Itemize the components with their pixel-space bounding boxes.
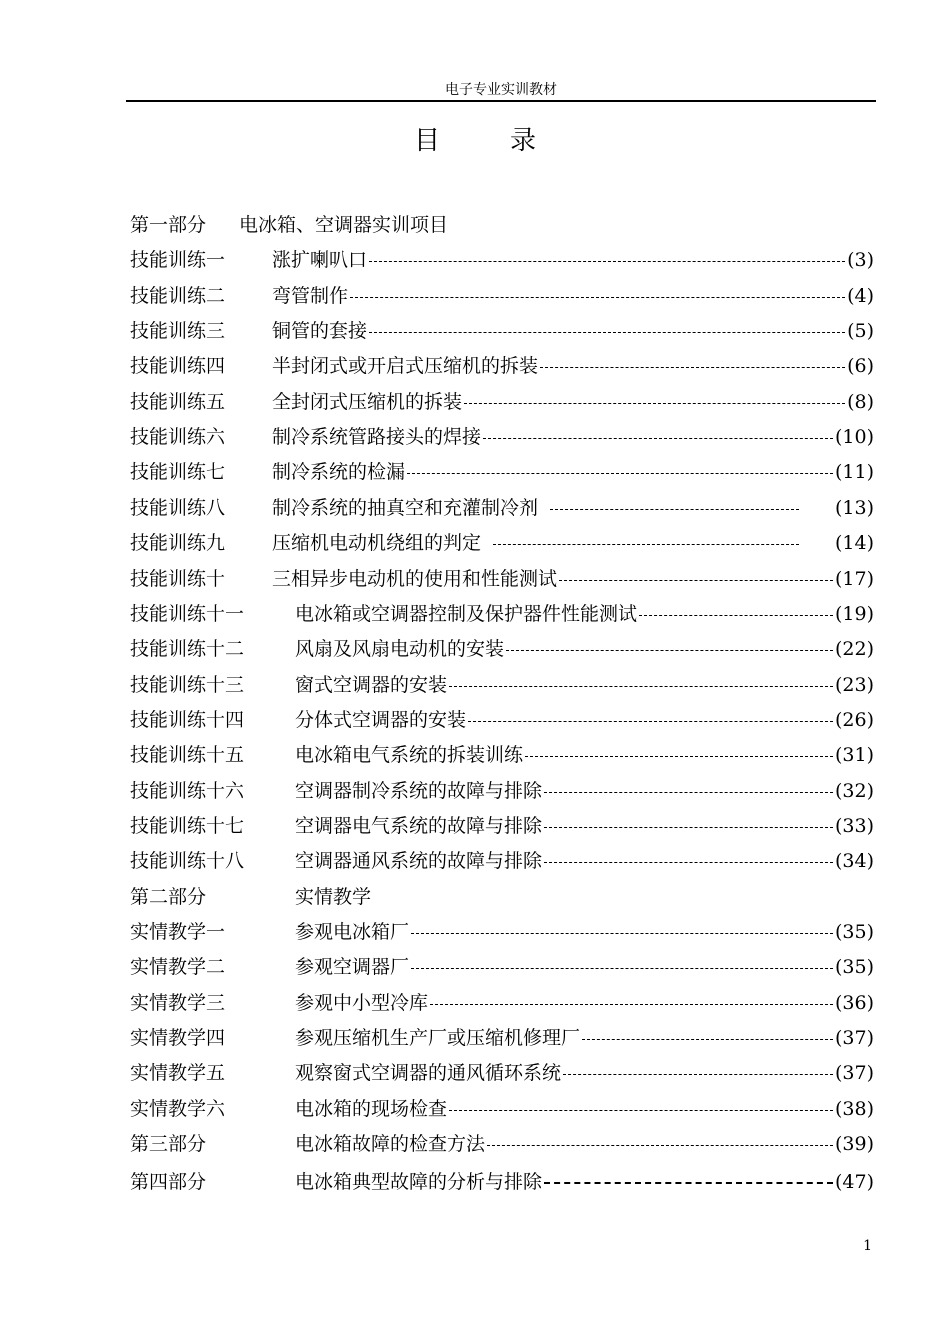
toc-entry-page: (37) bbox=[834, 1027, 874, 1050]
toc-entry-page: (32) bbox=[834, 779, 874, 802]
toc-entry-label: 技能训练二 bbox=[130, 284, 226, 307]
toc-entry-label: 技能训练十 bbox=[130, 567, 226, 590]
toc-entry bbox=[0, 740, 950, 770]
toc-entry-leader bbox=[493, 544, 799, 545]
toc-entry-title: 压缩机电动机绕组的判定 bbox=[272, 532, 482, 555]
toc-entry bbox=[0, 564, 950, 594]
toc-entry bbox=[0, 457, 950, 487]
toc-entry-leader bbox=[544, 827, 833, 828]
toc-entry-title: 实情教学 bbox=[295, 885, 372, 908]
toc-entry bbox=[0, 634, 950, 664]
toc-entry-label: 实情教学四 bbox=[130, 1027, 226, 1050]
toc-entry bbox=[0, 705, 950, 735]
toc-entry-page: (19) bbox=[834, 602, 874, 625]
toc-entry-page: (38) bbox=[834, 1097, 874, 1120]
toc-entry bbox=[0, 776, 950, 806]
toc-entry-leader bbox=[506, 650, 833, 651]
toc-entry-leader bbox=[350, 297, 845, 298]
toc-entry-label: 技能训练十三 bbox=[130, 673, 245, 696]
toc-entry-title: 参观电冰箱厂 bbox=[295, 921, 410, 943]
toc-entry-label: 实情教学二 bbox=[130, 956, 226, 979]
toc-entry-label: 技能训练七 bbox=[130, 461, 226, 484]
toc-entry-leader bbox=[468, 721, 833, 722]
toc-entry bbox=[0, 599, 950, 629]
toc-entry-leader bbox=[639, 615, 833, 616]
toc-entry-page: (17) bbox=[834, 567, 874, 590]
toc-entry-page: (23) bbox=[834, 673, 874, 696]
toc-entry-leader bbox=[540, 367, 845, 368]
toc-entry-label: 技能训练四 bbox=[130, 355, 226, 378]
toc-entry-label: 技能训练十五 bbox=[130, 744, 245, 767]
toc-entry-title: 电冰箱的现场检查 bbox=[295, 1097, 448, 1120]
toc-entry-page: (22) bbox=[834, 638, 874, 661]
toc-entry-label: 实情教学一 bbox=[130, 921, 226, 943]
toc-entry-page: (5) bbox=[847, 320, 874, 343]
toc-entry bbox=[0, 351, 950, 381]
toc-entry-page: (13) bbox=[834, 496, 874, 519]
toc-entry-title: 电冰箱电气系统的拆装训练 bbox=[295, 744, 524, 767]
toc-entry-leader bbox=[369, 332, 845, 333]
toc-entry-title: 电冰箱或空调器控制及保护器件性能测试 bbox=[295, 602, 638, 625]
toc-entry bbox=[0, 387, 950, 417]
toc-entry-leader bbox=[559, 580, 833, 581]
toc-entry-title: 空调器通风系统的故障与排除 bbox=[295, 850, 543, 873]
toc-entry-label: 实情教学六 bbox=[130, 1097, 226, 1120]
toc-entry-page: (39) bbox=[834, 1133, 874, 1156]
toc-entry-title: 电冰箱故障的检查方法 bbox=[295, 1133, 486, 1156]
toc-entry bbox=[0, 281, 950, 311]
toc-entry-label: 技能训练十四 bbox=[130, 708, 245, 731]
toc-entry bbox=[0, 670, 950, 700]
header-rule bbox=[126, 100, 876, 102]
toc-entry-leader bbox=[563, 1074, 833, 1075]
toc-entry bbox=[0, 882, 950, 912]
toc-entry-page: (6) bbox=[847, 355, 874, 378]
toc-entry-label: 技能训练五 bbox=[130, 390, 226, 413]
running-header: 电子专业实训教材 bbox=[445, 82, 557, 98]
toc-entry-page: (8) bbox=[847, 390, 874, 413]
toc-entry-page: (11) bbox=[834, 461, 874, 484]
toc-entry-page: (14) bbox=[834, 532, 874, 555]
toc-entry-label: 技能训练十二 bbox=[130, 638, 245, 661]
toc-entry-label: 第四部分 bbox=[130, 1171, 207, 1194]
toc-entry bbox=[0, 528, 950, 558]
toc-entry-leader bbox=[407, 473, 833, 474]
toc-entry bbox=[0, 1094, 950, 1124]
toc-entry-title: 参观中小型冷库 bbox=[295, 991, 429, 1014]
toc-entry-page: (35) bbox=[834, 956, 874, 979]
toc-entry-title: 参观空调器厂 bbox=[295, 956, 410, 979]
toc-entry-leader bbox=[544, 862, 833, 863]
toc-entry-title: 制冷系统管路接头的焊接 bbox=[272, 426, 482, 449]
toc-entry-leader bbox=[550, 509, 799, 510]
toc-entry-label: 第三部分 bbox=[130, 1133, 207, 1156]
toc-entry-leader bbox=[544, 1182, 833, 1184]
toc-entry bbox=[0, 988, 950, 1018]
toc-entry-title: 制冷系统的抽真空和充灌制冷剂 bbox=[272, 496, 539, 519]
toc-entry bbox=[0, 1167, 950, 1197]
toc-entry-leader bbox=[525, 756, 833, 757]
toc-entry bbox=[0, 952, 950, 982]
toc-entry bbox=[0, 493, 950, 523]
toc-entry bbox=[0, 917, 950, 947]
toc-entry bbox=[0, 1129, 950, 1159]
toc-entry-label: 技能训练三 bbox=[130, 320, 226, 343]
page-number: 1 bbox=[863, 1238, 872, 1254]
toc-entry-title: 参观压缩机生产厂或压缩机修理厂 bbox=[295, 1027, 581, 1050]
toc-entry-label: 实情教学三 bbox=[130, 991, 226, 1014]
toc-entry bbox=[0, 1023, 950, 1053]
toc-entry bbox=[0, 245, 950, 275]
toc-entry-title: 涨扩喇叭口 bbox=[272, 249, 368, 272]
toc-entry-title: 空调器电气系统的故障与排除 bbox=[295, 814, 543, 837]
toc-entry-title: 半封闭式或开启式压缩机的拆装 bbox=[272, 355, 539, 378]
toc-entry-page: (33) bbox=[834, 814, 874, 837]
toc-heading-left: 目 bbox=[413, 126, 440, 156]
toc-entry-page: (35) bbox=[834, 921, 874, 943]
toc-entry-leader bbox=[411, 968, 833, 969]
toc-entry-label: 技能训练一 bbox=[130, 249, 226, 272]
toc-entry-leader bbox=[411, 933, 833, 934]
toc-entry-label: 技能训练十八 bbox=[130, 850, 245, 873]
toc-entry-title: 全封闭式压缩机的拆装 bbox=[272, 390, 463, 413]
toc-entry-title: 观察窗式空调器的通风循环系统 bbox=[295, 1062, 562, 1085]
toc-entry-page: (3) bbox=[847, 249, 874, 272]
toc-entry-leader bbox=[369, 261, 845, 262]
toc-entry-title: 窗式空调器的安装 bbox=[295, 673, 448, 696]
toc-entry-page: (37) bbox=[834, 1062, 874, 1085]
toc-heading bbox=[0, 124, 950, 158]
toc-entry-label: 技能训练十六 bbox=[130, 779, 245, 802]
toc-entry-title: 分体式空调器的安装 bbox=[295, 708, 467, 731]
toc-entry-label: 技能训练九 bbox=[130, 532, 226, 555]
toc-entry-label: 技能训练八 bbox=[130, 496, 226, 519]
toc-entry-title: 三相异步电动机的使用和性能测试 bbox=[272, 567, 558, 590]
toc-entry-label: 实情教学五 bbox=[130, 1062, 226, 1085]
toc-entry-leader bbox=[544, 792, 833, 793]
toc-entry-page: (31) bbox=[834, 744, 874, 767]
toc-entry-page: (36) bbox=[834, 991, 874, 1014]
toc-entry-title: 风扇及风扇电动机的安装 bbox=[295, 638, 505, 661]
toc-entry-label: 技能训练十一 bbox=[130, 602, 245, 625]
toc-entry-leader bbox=[487, 1145, 833, 1146]
toc-entry-title: 电冰箱典型故障的分析与排除 bbox=[295, 1171, 543, 1194]
toc-entry-leader bbox=[449, 686, 833, 687]
toc-entry-title: 铜管的套接 bbox=[272, 320, 368, 343]
toc-entry-leader bbox=[483, 438, 833, 439]
toc-entry-title: 电冰箱、空调器实训项目 bbox=[239, 214, 449, 236]
toc-entry-leader bbox=[582, 1039, 833, 1040]
toc-entry bbox=[0, 846, 950, 876]
toc-entry bbox=[0, 316, 950, 346]
toc-entry-leader bbox=[430, 1004, 833, 1005]
toc-entry-label: 第一部分 bbox=[130, 214, 207, 236]
toc-entry bbox=[0, 811, 950, 841]
toc-entry-title: 弯管制作 bbox=[272, 284, 349, 307]
toc-entry-title: 制冷系统的检漏 bbox=[272, 461, 406, 484]
toc-entry bbox=[0, 210, 950, 240]
toc-entry-leader bbox=[449, 1110, 833, 1111]
toc-entry-leader bbox=[464, 403, 845, 404]
toc-entry-page: (26) bbox=[834, 708, 874, 731]
toc-entry-label: 第二部分 bbox=[130, 885, 207, 908]
toc-entry bbox=[0, 1058, 950, 1088]
toc-entry-label: 技能训练十七 bbox=[130, 814, 245, 837]
toc-entry-page: (47) bbox=[834, 1171, 874, 1194]
toc-entry-page: (4) bbox=[847, 284, 874, 307]
toc-entry bbox=[0, 422, 950, 452]
toc-entry-page: (34) bbox=[834, 850, 874, 873]
toc-heading-right: 录 bbox=[510, 126, 537, 156]
toc-entry-page: (10) bbox=[834, 426, 874, 449]
toc-entry-label: 技能训练六 bbox=[130, 426, 226, 449]
toc-entry-title: 空调器制冷系统的故障与排除 bbox=[295, 779, 543, 802]
